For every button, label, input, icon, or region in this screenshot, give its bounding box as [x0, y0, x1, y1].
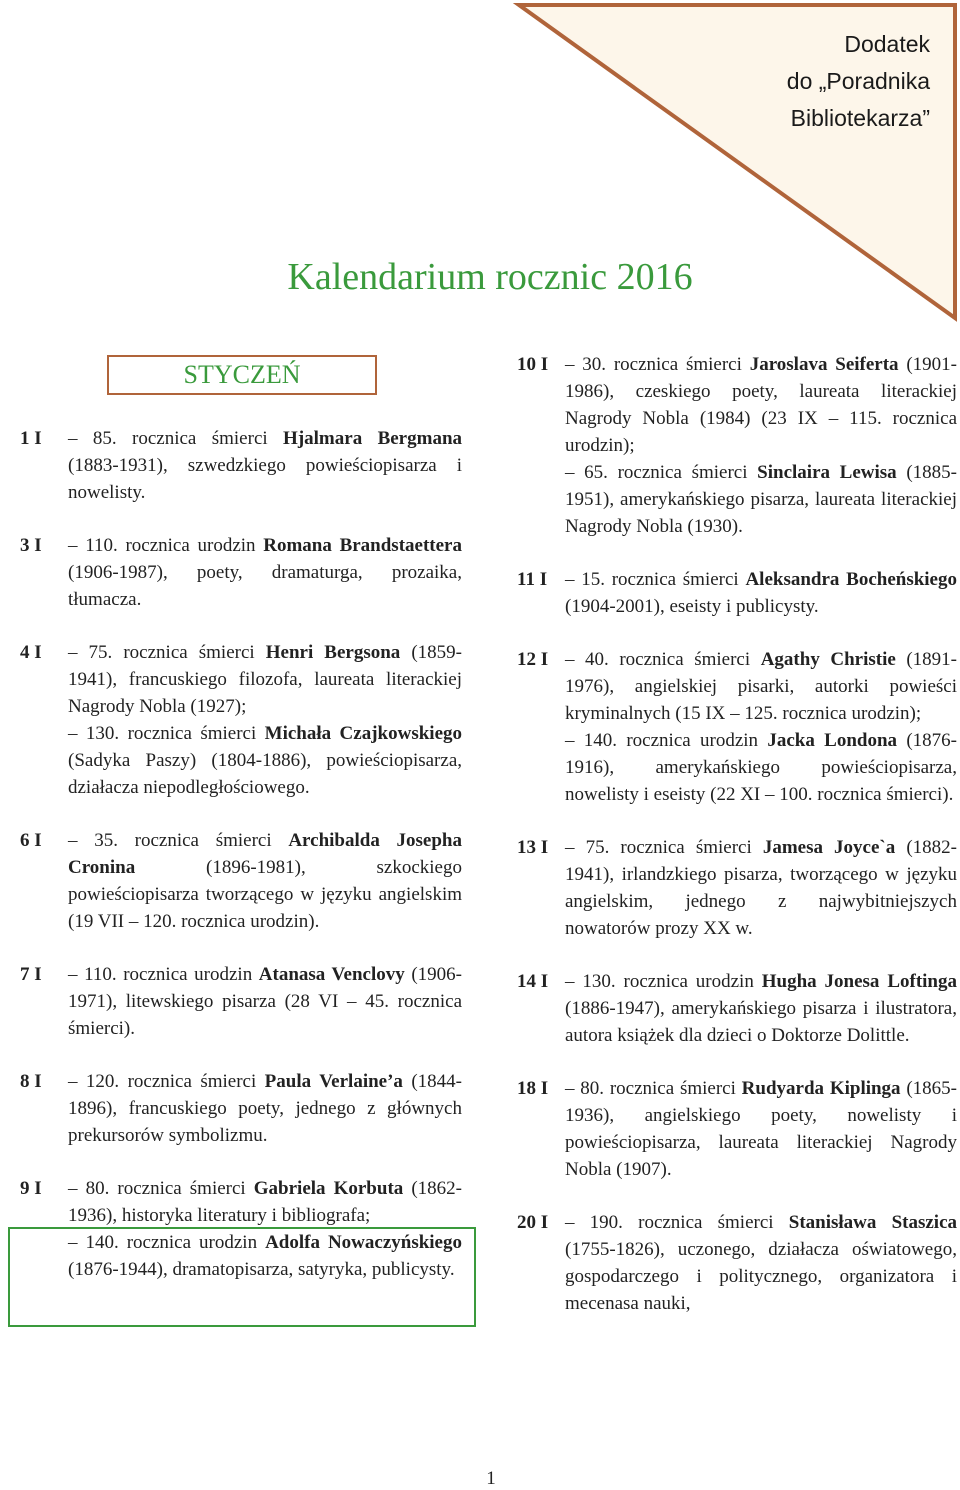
entry-desc-prefix: – 140. rocznica urodzin — [565, 730, 768, 751]
entry-date: 6 I — [20, 830, 42, 851]
entry-desc-prefix: – 30. rocznica śmierci — [565, 354, 750, 375]
calendar-entry — [517, 1209, 957, 1317]
entry-desc: (Sadyka Paszy) (1804-1886), powieściopisarza, działacza niepodległościowego. — [68, 750, 462, 798]
entry-person-name: Sinclaira Lewisa — [757, 462, 897, 483]
entry-date: 10 I — [517, 354, 549, 375]
entry-person-name: Archibalda Josepha Cronina — [68, 830, 462, 878]
entry-desc: (1906-1987), poety, dramaturga, prozaika, tłumacza. — [68, 562, 462, 610]
calendar-entry-continuation — [565, 727, 957, 808]
entry-date: 1 I — [20, 428, 42, 449]
calendar-entry — [517, 834, 957, 942]
entry-person-name: Gabriela Korbuta — [253, 1178, 404, 1199]
entry-person-name: Jaroslava Seiferta — [749, 354, 899, 375]
entry-person-name: Hjalmara Bergmana — [283, 428, 463, 449]
calendar-entry — [20, 961, 462, 1042]
entry-text — [68, 639, 462, 720]
entry-person-name: Stanisława Staszica — [788, 1212, 957, 1233]
entry-person-name: Jacka Londona — [767, 730, 898, 751]
entry-text — [68, 1175, 462, 1229]
entry-desc: (1883-1931), szwedzkiego powieściopisarza i nowelisty. — [68, 455, 462, 503]
entry-desc-prefix: – 130. rocznica śmierci — [68, 723, 265, 744]
entry-desc: (1859-1941), francuskiego filozofa, laureata literackiej Nagrody Nobla (1927); — [68, 642, 462, 717]
entry-desc-prefix: – 35. rocznica śmierci — [68, 830, 289, 851]
entry-desc: (1865-1936), angielskiego poety, nowelisty i powieściopisarza, laureata literackiej Nagrody Nobla (1907). — [565, 1078, 958, 1180]
entry-desc: (1904-2001), eseisty i publicysty. — [565, 596, 819, 617]
calendar-entry — [517, 968, 957, 1049]
entry-desc: (1906-1971), litewskiego pisarza (28 VI – 45. rocznica śmierci). — [68, 964, 462, 1039]
entry-person-name: Jamesa Joyce`a — [762, 837, 896, 858]
entry-desc: (1901-1986), czeskiego poety, laureata literackiej Nagrody Nobla (1984) (23 IX – 115. rocznica urodzin); — [565, 354, 958, 456]
entry-desc: (1876-1944), dramatopisarza, satyryka, publicysty. — [68, 1259, 455, 1280]
calendar-entry — [517, 1075, 957, 1183]
left-column — [20, 425, 462, 1309]
entry-desc-prefix: – 120. rocznica śmierci — [68, 1071, 265, 1092]
entry-desc: (1896-1981), szkockiego powieściopisarza tworzącego w języku angielskim (19 VII – 120. rocznica urodzin). — [68, 857, 462, 932]
calendar-entry — [517, 351, 957, 459]
entry-desc: (1876-1916), amerykańskiego powieściopisarza, nowelisty i eseisty (22 XI – 100. rocznica śmierci). — [565, 730, 958, 805]
entry-date: 7 I — [20, 964, 42, 985]
calendar-entry — [517, 646, 957, 727]
entry-text — [565, 1075, 957, 1183]
entry-desc-prefix: – 65. rocznica śmierci — [565, 462, 758, 483]
entry-date: 20 I — [517, 1212, 549, 1233]
badge-line-1: Dodatek — [844, 31, 930, 57]
entry-desc-prefix: – 80. rocznica śmierci — [68, 1178, 254, 1199]
right-column — [517, 351, 957, 1343]
entry-person-name: Atanasa Venclovy — [258, 964, 405, 985]
entry-person-name: Adolfa Nowaczyńskiego — [265, 1232, 462, 1253]
entry-date: 12 I — [517, 649, 549, 670]
entry-text — [68, 827, 462, 935]
entry-person-name: Romana Brandstaettera — [263, 535, 462, 556]
entry-text — [68, 1068, 462, 1149]
calendar-entry-continuation — [68, 1229, 462, 1283]
entry-date: 4 I — [20, 642, 42, 663]
entry-date: 18 I — [517, 1078, 549, 1099]
entry-text — [68, 425, 462, 506]
entry-person-name: Henri Bergsona — [265, 642, 401, 663]
entry-text — [565, 351, 957, 459]
entry-person-name: Agathy Christie — [760, 649, 896, 670]
entry-text — [565, 646, 957, 727]
entry-date: 14 I — [517, 971, 549, 992]
entry-desc: (1755-1826), uczonego, działacza oświatowego, gospodarczego i politycznego, organizatora i mecenasa nauki, — [565, 1239, 957, 1314]
entry-desc-prefix: – 130. rocznica urodzin — [565, 971, 762, 992]
calendar-entry — [20, 1068, 462, 1149]
supplement-badge — [730, 26, 930, 137]
entry-person-name: Rudyarda Kiplinga — [741, 1078, 901, 1099]
entry-desc: (1844-1896), francuskiego poety, jednego z głównych prekursorów symbolizmu. — [68, 1071, 463, 1146]
entry-desc-prefix: – 75. rocznica śmierci — [68, 642, 266, 663]
calendar-entry — [20, 827, 462, 935]
calendar-entry-continuation — [565, 459, 957, 540]
entry-desc-prefix: – 140. rocznica urodzin — [68, 1232, 266, 1253]
page-title: Kalendarium rocznic 2016 — [287, 256, 693, 298]
entry-desc-prefix: – 75. rocznica śmierci — [565, 837, 763, 858]
calendar-entry — [20, 1175, 462, 1229]
entry-person-name: Aleksandra Bocheńskiego — [745, 569, 957, 590]
calendar-entry — [20, 639, 462, 720]
entry-text — [565, 566, 957, 620]
entry-desc-prefix: – 85. rocznica śmierci — [68, 428, 284, 449]
entry-date: 11 I — [517, 569, 548, 590]
entry-desc-prefix: – 110. rocznica urodzin — [68, 535, 264, 556]
entry-text — [565, 1209, 957, 1317]
entry-text — [565, 834, 957, 942]
entry-desc-prefix: – 110. rocznica urodzin — [68, 964, 259, 985]
entry-desc: (1885-1951), amerykańskiego pisarza, laureata literackiej Nagrody Nobla (1930). — [565, 462, 958, 537]
entry-person-name: Paula Verlaine’a — [264, 1071, 403, 1092]
month-heading: STYCZEŃ — [107, 355, 377, 395]
entry-date: 8 I — [20, 1071, 42, 1092]
entry-person-name: Michała Czajkowskiego — [264, 723, 462, 744]
entry-desc: (1882-1941), irlandzkiego pisarza, tworzącego w języku angielskim, jednego z najwybitniejszych nowatorów prozy XX w. — [565, 837, 957, 939]
entry-desc: (1862-1936), historyka literatury i bibliografa; — [68, 1178, 462, 1226]
entry-desc-prefix: – 80. rocznica śmierci — [565, 1078, 742, 1099]
badge-line-3: Bibliotekarza” — [790, 105, 930, 131]
entry-desc-prefix: – 15. rocznica śmierci — [565, 569, 746, 590]
entry-date: 3 I — [20, 535, 42, 556]
calendar-entry — [20, 425, 462, 506]
entry-desc: (1891-1976), angielskiej pisarki, autorki powieści kryminalnych (15 IX – 125. rocznica urodzin); — [565, 649, 957, 724]
calendar-entry — [517, 566, 957, 620]
page-number: 1 — [486, 1468, 496, 1489]
calendar-entry-continuation — [68, 720, 462, 801]
entry-desc-prefix: – 190. rocznica śmierci — [565, 1212, 789, 1233]
entry-date: 9 I — [20, 1178, 42, 1199]
entry-person-name: Hugha Jonesa Loftinga — [761, 971, 957, 992]
entry-date: 13 I — [517, 837, 549, 858]
calendar-entry — [20, 532, 462, 613]
entry-text — [68, 961, 462, 1042]
entry-text — [565, 968, 957, 1049]
entry-text — [68, 532, 462, 613]
entry-desc: (1886-1947), amerykańskiego pisarza i ilustratora, autora książek dla dzieci o Doktorze Dolittle. — [565, 998, 957, 1046]
badge-line-2: do „Poradnika — [786, 68, 930, 94]
entry-desc-prefix: – 40. rocznica śmierci — [565, 649, 761, 670]
